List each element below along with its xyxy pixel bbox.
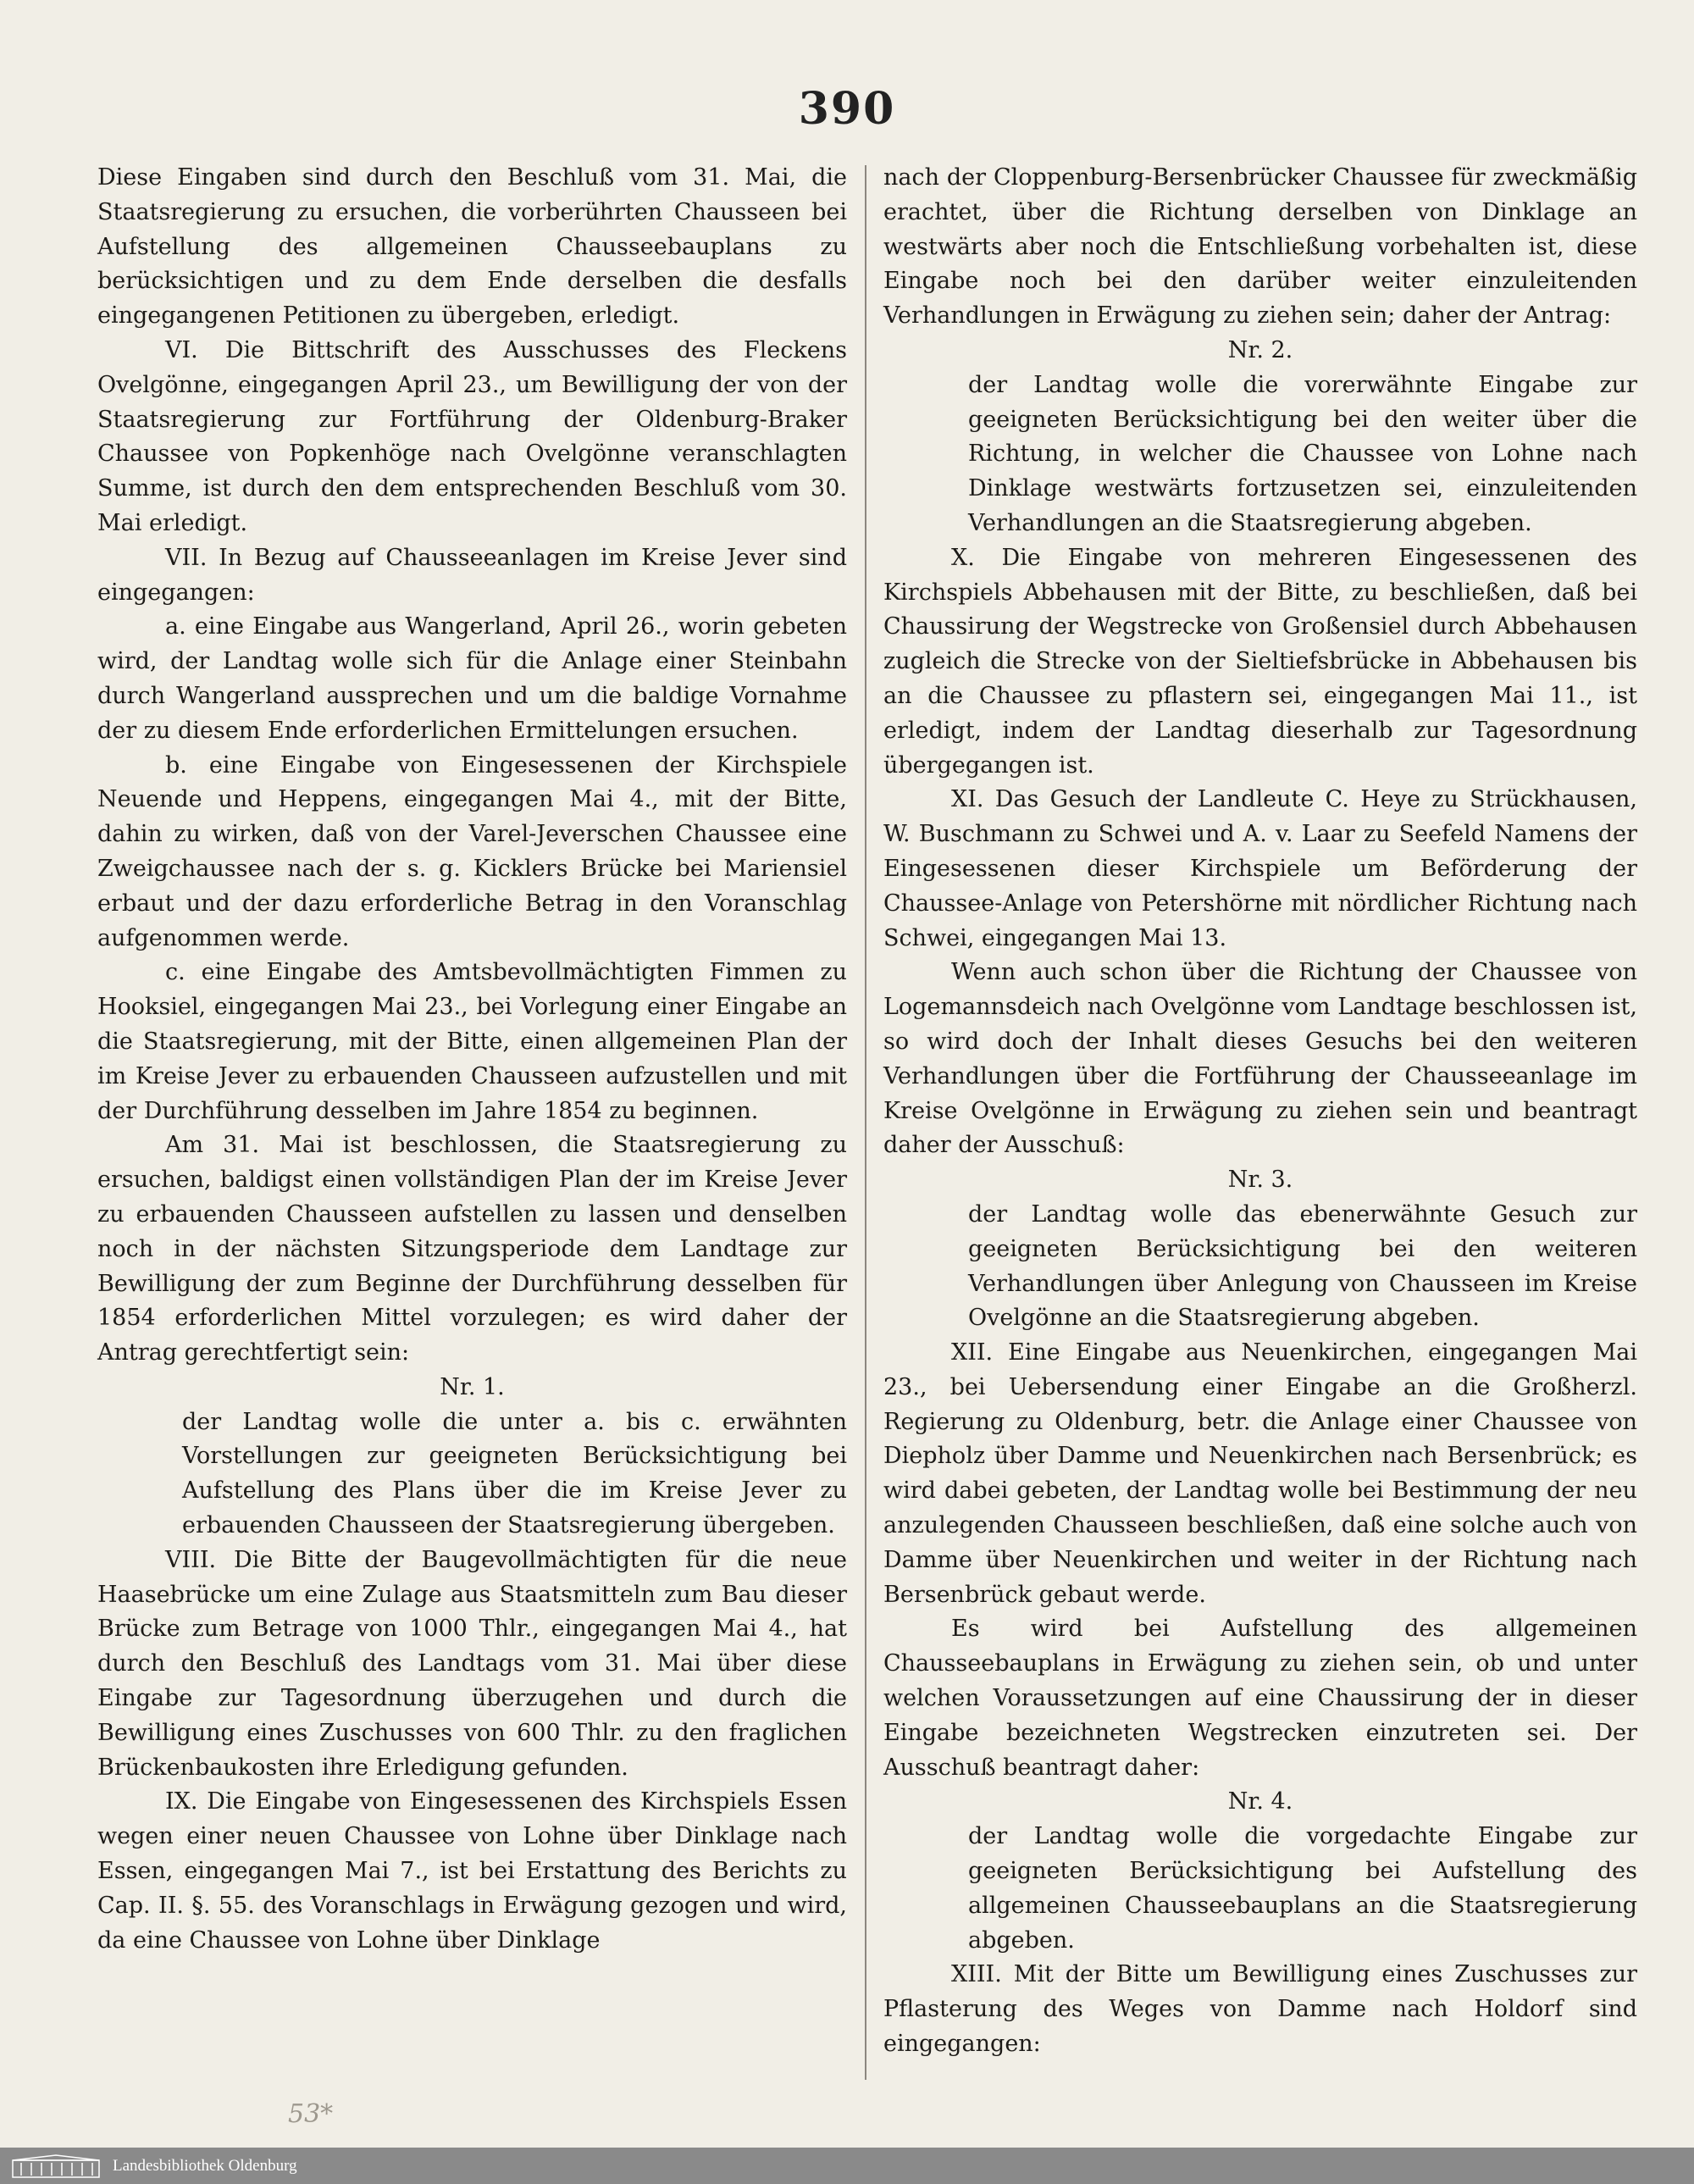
motion-text: der Landtag wolle die vorgedachte Eingabe zur geeigneten Berücksichtigung bei Aufstellung des allgemeinen Chausseebauplans an die Staatsregierung abgeben. bbox=[968, 1823, 1637, 1954]
page-number: 390 bbox=[798, 83, 896, 135]
motion-number: Nr. 2. bbox=[1227, 336, 1293, 363]
paragraph: VI. Die Bittschrift des Ausschusses des Fleckens Ovelgönne, eingegangen April 23., um Bewilligung der von der Staatsregierung zur Fortführung der Oldenburg-Braker Chaussee von Popkenhöge nach Ovelgönne veranschlagten Summe, ist durch den dem entsprechenden Beschluß vom 30. Mai erledigt. bbox=[97, 336, 847, 536]
paragraph: IX. Die Eingabe von Eingesessenen des Kirchspiels Essen wegen einer neuen Chaussee von Lohne über Dinklage nach Essen, eingegangen Mai 7., ist bei Erstattung des Berichts zu Cap. II. §. 55. des Voranschlags in Erwägung gezogen und wird, da eine Chaussee von Lohne über Dinklage bbox=[97, 1788, 847, 1954]
motion-text: der Landtag wolle die vorerwähnte Eingabe zur geeigneten Berücksichtigung bei den weiter über die Richtung, in welcher die Chaussee von Lohne nach Dinklage westwärts fortzusetzen sei, einzuleitenden Verhandlungen an die Staatsregierung abgeben. bbox=[968, 371, 1637, 536]
right-column bbox=[883, 161, 1637, 2062]
column-divider bbox=[865, 165, 866, 2080]
paragraph: Diese Eingaben sind durch den Beschluß vom 31. Mai, die Staatsregierung zu ersuchen, die vorberührten Chausseen bei Aufstellung des allgemeinen Chausseebauplans zu berücksichtigen und zu dem Ende derselben die desfalls eingegangenen Petitionen zu übergeben, erledigt. bbox=[97, 164, 847, 330]
paragraph: XIII. Mit der Bitte um Bewilligung eines Zuschusses zur Pflasterung des Weges von Damme nach Holdorf sind eingegangen: bbox=[883, 1961, 1637, 2058]
paragraph: b. eine Eingabe von Eingesessenen der Kirchspiele Neuende und Heppens, eingegangen Mai 4., mit der Bitte, dahin zu wirken, daß von der Varel-Jeverschen Chaussee eine Zweigchaussee nach der s. g. Kicklers Brücke bei Mariensiel erbaut und der dazu erforderliche Betrag in den Voranschlag aufgenommen werde. bbox=[97, 751, 847, 951]
paragraph: Es wird bei Aufstellung des allgemeinen Chausseebauplans in Erwägung zu ziehen sein, ob und unter welchen Voraussetzungen auf eine Chaussirung der in dieser Eingabe bezeichneten Wegstrecken einzutreten sei. Der Ausschuß beantragt daher: bbox=[883, 1616, 1637, 1781]
motion-text: der Landtag wolle die unter a. bis c. erwähnten Vorstellungen zur geeigneten Berücksichtigung bei Aufstellung des Plans über die im Kreise Jever zu erbauenden Chausseen der Staatsregierung übergeben. bbox=[182, 1408, 847, 1539]
paragraph: XI. Das Gesuch der Landleute C. Heye zu Strückhausen, W. Buschmann zu Schwei und A. v. Laar zu Seefeld Namens der Eingesessenen dieser Kirchspiele um Beförderung der Chaussee-Anlage von Petershörne mit nördlicher Richtung nach Schwei, eingegangen Mai 13. bbox=[883, 786, 1637, 951]
library-name: Landesbibliothek Oldenburg bbox=[113, 2156, 297, 2175]
motion-number: Nr. 3. bbox=[1227, 1167, 1293, 1194]
paragraph: Am 31. Mai ist beschlossen, die Staatsregierung zu ersuchen, baldigst einen vollständigen Plan der im Kreise Jever zu erbauenden Chausseen aufstellen zu lassen und denselben noch in der nächsten Sitzungsperiode dem Landtage zur Bewilligung der zum Beginne der Durchführung desselben für 1854 erforderlichen Mittel vorzulegen; es wird daher der Antrag gerechtfertigt sein: bbox=[97, 1132, 847, 1366]
paragraph: a. eine Eingabe aus Wangerland, April 26., worin gebeten wird, der Landtag wolle sich für die Anlage einer Steinbahn durch Wangerland aussprechen und um die baldige Vornahme der zu diesem Ende erforderlichen Ermittelungen ersuchen. bbox=[97, 613, 847, 744]
library-building-icon bbox=[7, 2153, 104, 2180]
paragraph: Wenn auch schon über die Richtung der Chaussee von Logemannsdeich nach Ovelgönne vom Landtage beschlossen ist, so wird doch der Inhalt dieses Gesuchs bei den weiteren Verhandlungen über die Fortführung der Chausseeanlage im Kreise Ovelgönne in Erwägung zu ziehen sein und beantragt daher der Ausschuß: bbox=[883, 959, 1637, 1159]
paragraph: VIII. Die Bitte der Baugevollmächtigten für die neue Haasebrücke um eine Zulage aus Staatsmitteln zum Bau dieser Brücke zum Betrage von 1000 Thlr., eingegangen Mai 4., hat durch den Beschluß des Landtags vom 31. Mai über diese Eingabe zur Tagesordnung überzugehen und durch die Bewilligung eines Zuschusses von 600 Thlr. zu den fraglichen Brückenbaukosten ihre Erledigung gefunden. bbox=[97, 1546, 847, 1781]
motion-text: der Landtag wolle das ebenerwähnte Gesuch zur geeigneten Berücksichtigung bei den weiteren Verhandlungen über Anlegung von Chausseen im Kreise Ovelgönne an die Staatsregierung abgeben. bbox=[968, 1200, 1637, 1332]
motion-number: Nr. 1. bbox=[440, 1373, 505, 1400]
paragraph: nach der Cloppenburg-Bersenbrücker Chaussee für zweckmäßig erachtet, über die Richtung derselben von Dinklage an westwärts aber noch die Entschließung vorbehalten ist, diese Eingabe noch bei den darüber weiter einzuleitenden Verhandlungen in Erwägung zu ziehen sein; daher der Antrag: bbox=[883, 164, 1637, 330]
paragraph: VII. In Bezug auf Chausseeanlagen im Kreise Jever sind eingegangen: bbox=[97, 544, 847, 606]
left-column bbox=[97, 161, 847, 1958]
paragraph: XII. Eine Eingabe aus Neuenkirchen, eingegangen Mai 23., bei Uebersendung einer Eingabe an die Großherzl. Regierung zu Oldenburg, betr. die Anlage einer Chaussee von Diepholz über Damme und Neuenkirchen nach Bersenbrück; es wird dabei gebeten, der Landtag wolle bei Bestimmung der neu anzulegenden Chausseen beschließen, daß eine solche auch von Damme über Neuenkirchen und weiter in der Richtung nach Bersenbrück gebaut werde. bbox=[883, 1339, 1637, 1608]
footer-bar bbox=[0, 2148, 1694, 2184]
paragraph: c. eine Eingabe des Amtsbevollmächtigten Fimmen zu Hooksiel, eingegangen Mai 23., bei Vorlegung einer Eingabe an die Staatsregierung, mit der Bitte, einen allgemeinen Plan der im Kreise Jever zu erbauenden Chausseen aufzustellen und mit der Durchführung desselben im Jahre 1854 zu beginnen. bbox=[97, 959, 847, 1124]
paragraph: X. Die Eingabe von mehreren Eingesessenen des Kirchspiels Abbehausen mit der Bitte, zu beschließen, daß bei Chaussirung der Wegstrecke von Großensiel durch Abbehausen zugleich die Strecke von der Sieltiefsbrücke in Abbehausen bis an die Chaussee zu pflastern sei, eingegangen Mai 11., ist erledigt, indem der Landtag dieserhalb zur Tagesordnung übergegangen ist. bbox=[883, 544, 1637, 779]
motion-number: Nr. 4. bbox=[1227, 1788, 1293, 1815]
bleed-through-mark: 53* bbox=[288, 2099, 334, 2129]
